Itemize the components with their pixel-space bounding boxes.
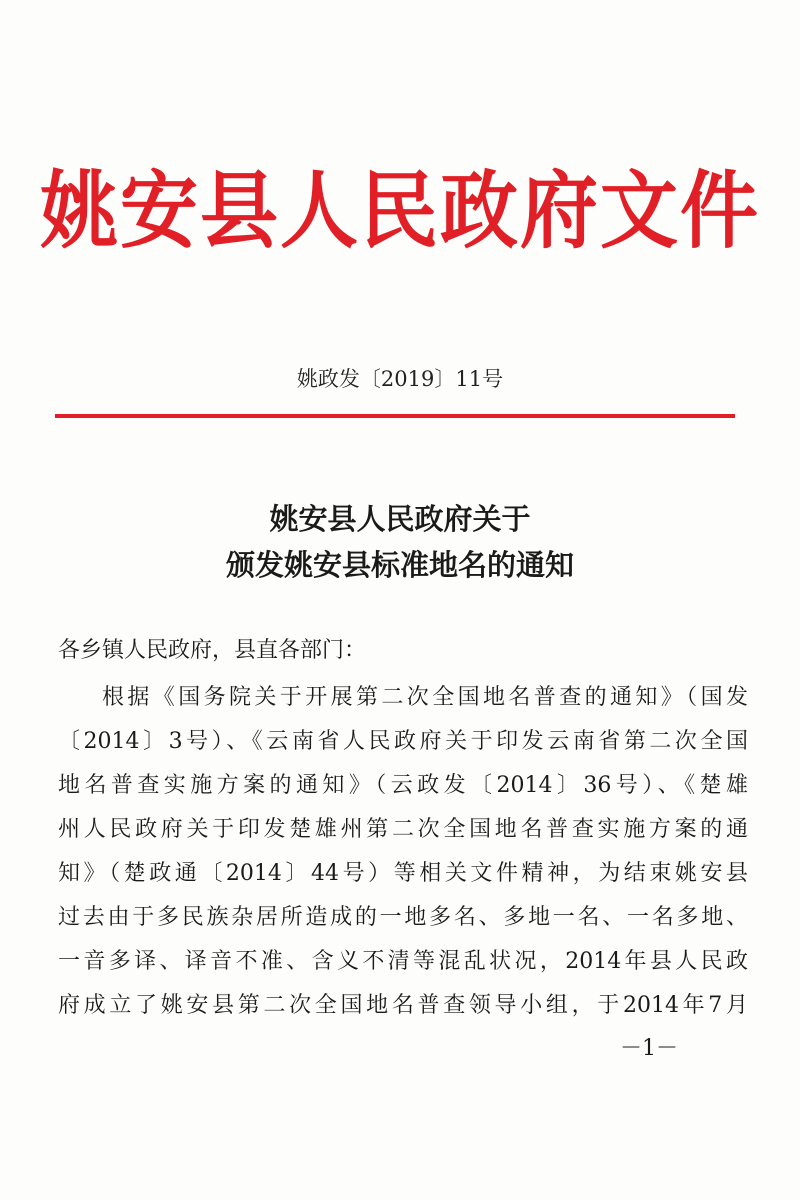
document-header-title: 姚安县人民政府文件 xyxy=(40,163,761,261)
body-line: 地名普查实施方案的通知》（云政发〔2014〕36号）、《楚雄 xyxy=(58,773,748,798)
body-line: 州人民政府关于印发楚雄州第二次全国地名普查实施方案的通 xyxy=(58,817,748,842)
body-line: 过去由于多民族杂居所造成的一地多名、多地一名、一名多地、 xyxy=(58,905,748,930)
notice-title-line-1: 姚安县人民政府关于 xyxy=(269,502,531,536)
notice-title xyxy=(0,496,800,588)
page-number: －1－ xyxy=(620,1036,678,1061)
body-line: 〔2014〕3号）、《云南省人民政府关于印发云南省第二次全国 xyxy=(58,729,748,754)
body-line: 知》（楚政通〔2014〕44号）等相关文件精神，为结束姚安县 xyxy=(58,861,748,886)
document-number: 姚政发〔2019〕11号 xyxy=(296,367,504,391)
body-line: 一音多译、译音不准、含义不清等混乱状况，2014年县人民政 xyxy=(58,949,748,974)
notice-title-line-2: 颁发姚安县标准地名的通知 xyxy=(225,548,574,582)
header-red-divider xyxy=(55,414,735,418)
salutation: 各乡镇人民政府，县直各部门： xyxy=(58,638,367,663)
body-line: 府成立了姚安县第二次全国地名普查领导小组，于2014年7月 xyxy=(58,993,748,1018)
notice-body xyxy=(58,676,748,1028)
body-line: 根据《国务院关于开展第二次全国地名普查的通知》（国发 xyxy=(102,685,748,710)
